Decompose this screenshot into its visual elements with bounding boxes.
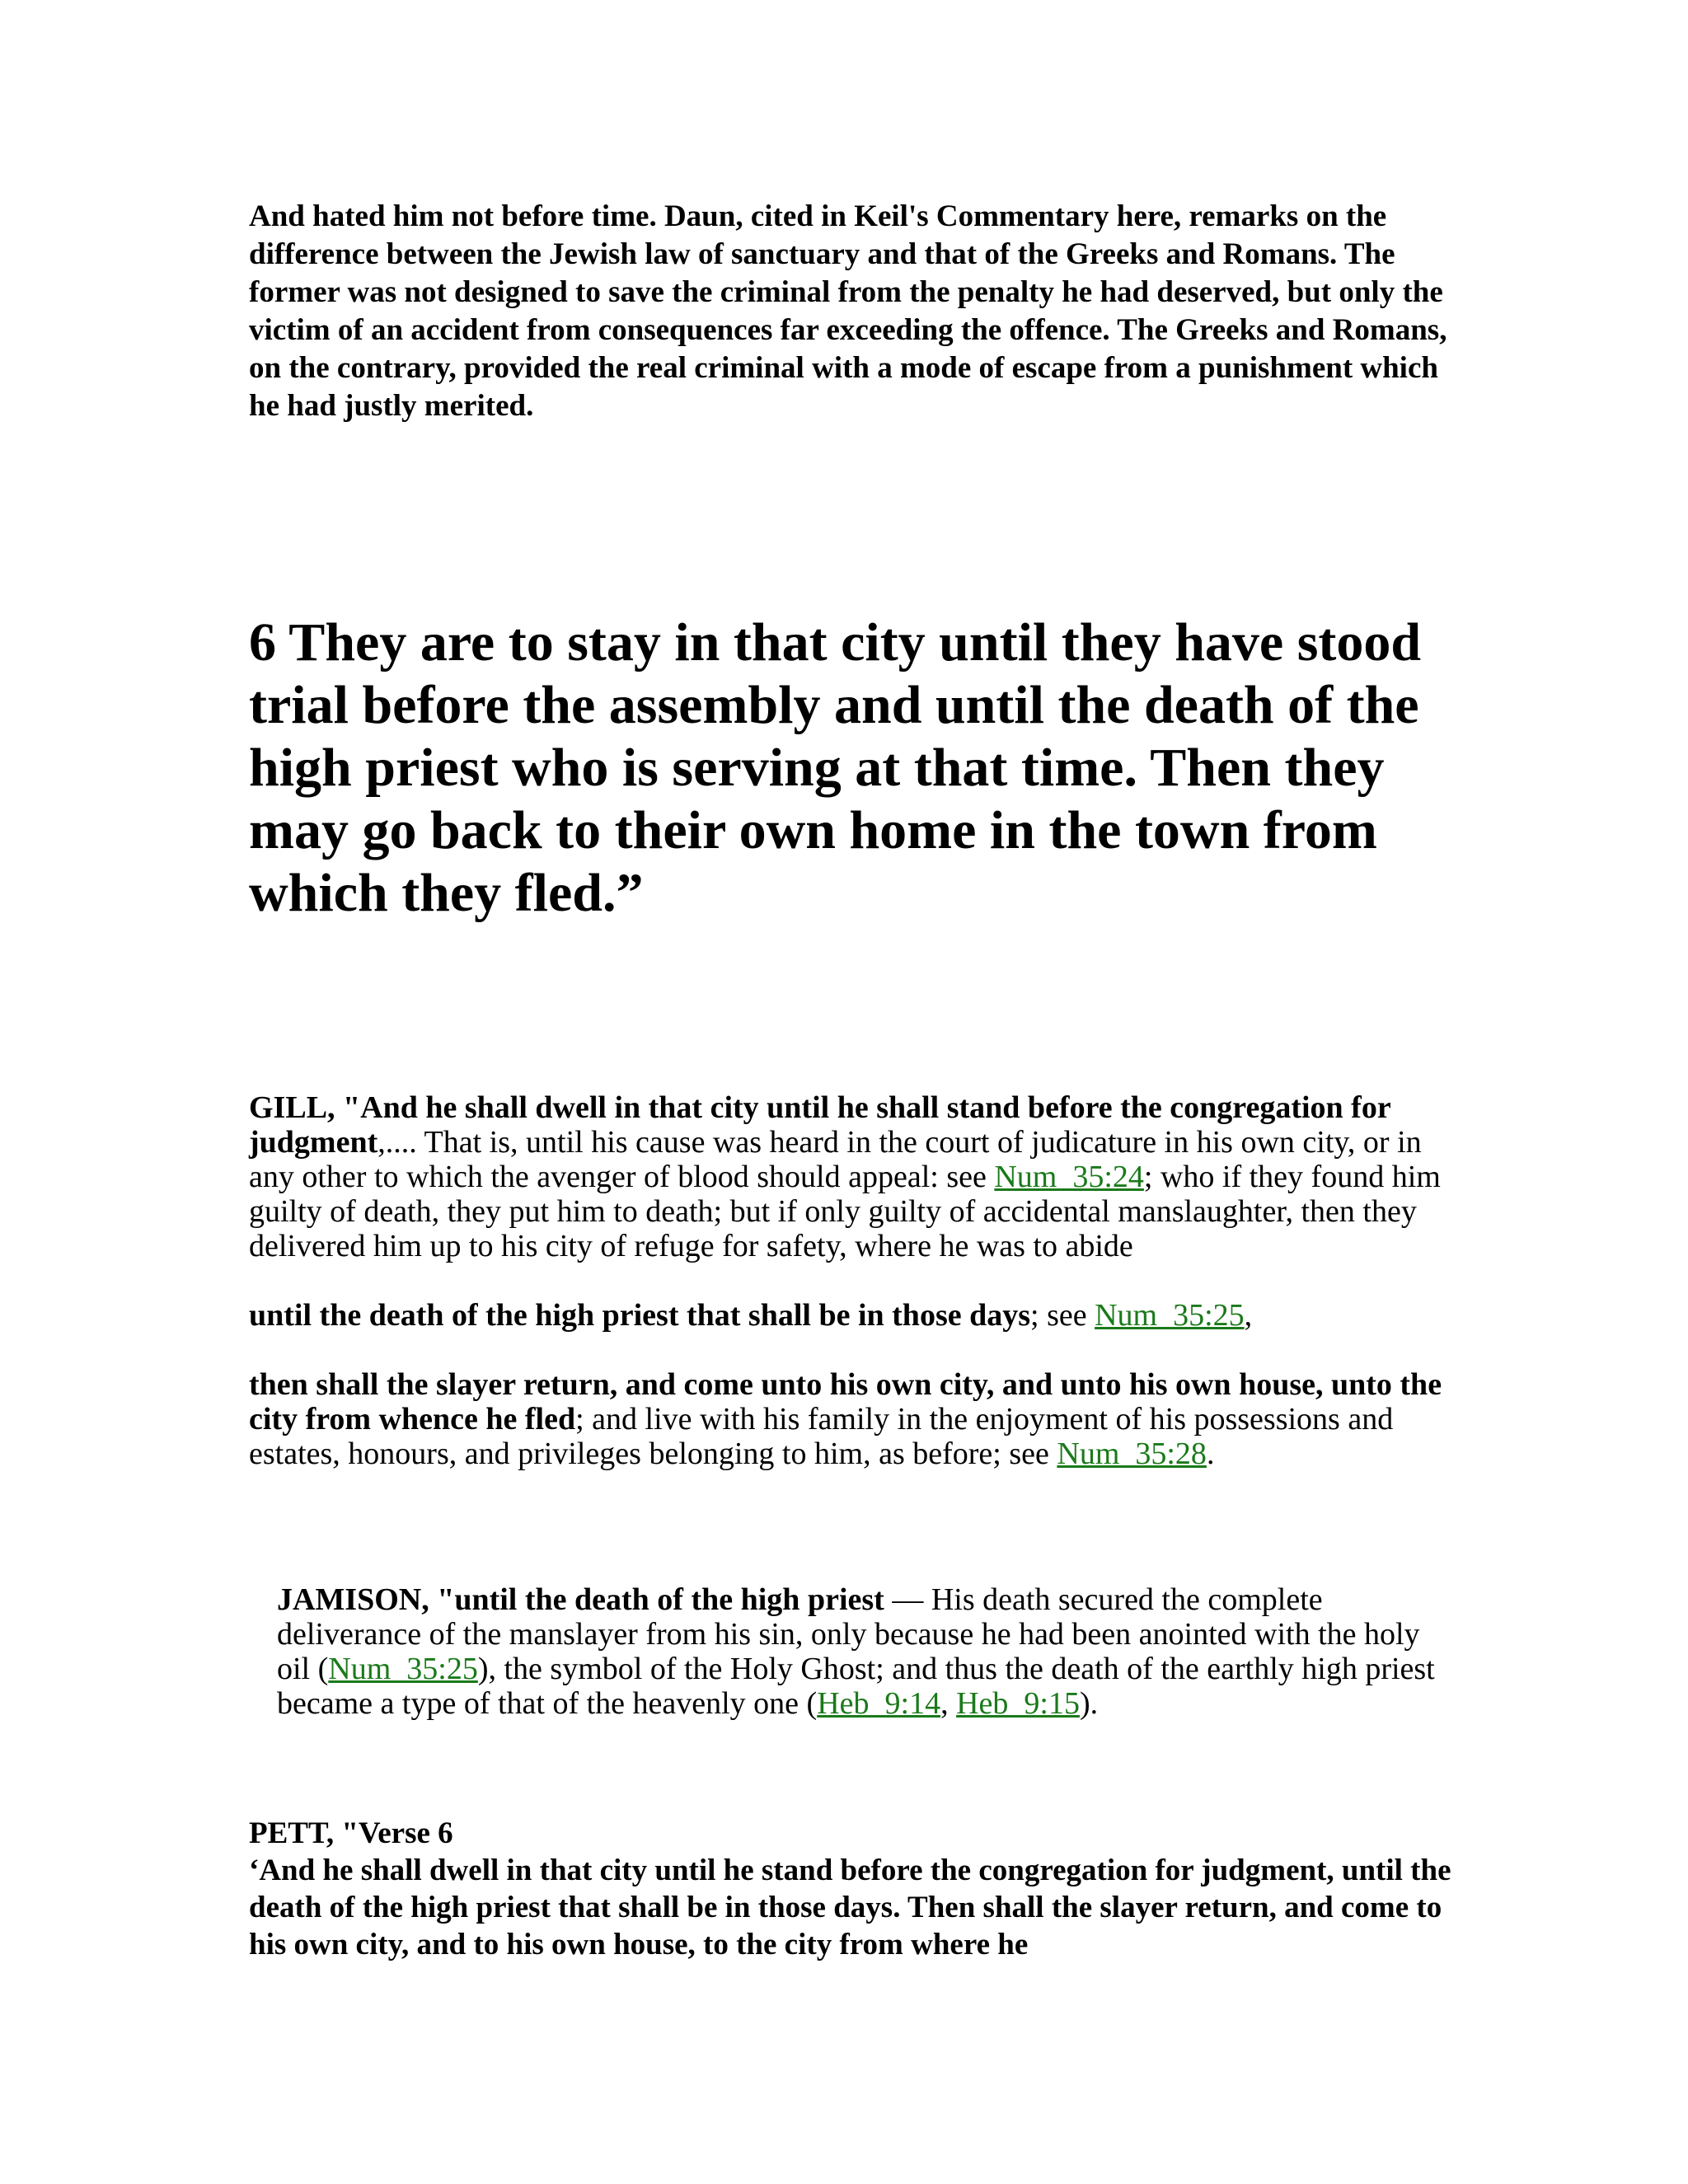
jamison-text-c: ). bbox=[1079, 1686, 1099, 1721]
gill-paragraph-1 bbox=[249, 1090, 1452, 1263]
pett-commentary bbox=[249, 1815, 1452, 1963]
gill-text-3-end: . bbox=[1206, 1436, 1215, 1471]
gill-text-3: ; and live with his family in the enjoyment of his possessions and estates, honours, and privileges belonging to him, as before; see bbox=[249, 1402, 1394, 1471]
pett-heading: PETT, "Verse 6 bbox=[249, 1816, 453, 1850]
jamison-paragraph bbox=[249, 1582, 1452, 1721]
jamison-text-b: ), the symbol of the Holy Ghost; and thus the death of the earthly high priest became a type of that of the heavenly one ( bbox=[277, 1652, 1435, 1721]
link-heb-9-14[interactable]: Heb_9:14 bbox=[817, 1686, 941, 1721]
gill-text-2: ; see bbox=[1030, 1298, 1095, 1333]
jamison-text-a: — His death secured the complete deliverance of the manslayer from his sin, only because he had been anointed with the holy oil ( bbox=[277, 1582, 1420, 1686]
intro-paragraph: And hated him not before time. Daun, cited in Keil's Commentary here, remarks on the difference between the Jewish law of sanctuary and that of the Greeks and Romans. The former was not designed to save the criminal from the penalty he had deserved, but only the victim of an accident from consequences far exceeding the offence. The Greeks and Romans, on the contrary, provided the real criminal with a mode of escape from a punishment which he had justly merited. bbox=[249, 199, 1447, 423]
link-heb-9-15[interactable]: Heb_9:15 bbox=[956, 1686, 1080, 1721]
jamison-quote: JAMISON, "until the death of the high priest bbox=[277, 1582, 884, 1617]
link-num-35-25[interactable]: Num_35:25 bbox=[1095, 1298, 1245, 1333]
link-num-35-28[interactable]: Num_35:28 bbox=[1057, 1436, 1207, 1471]
jamison-commentary bbox=[249, 1582, 1452, 1721]
verse-heading: 6 They are to stay in that city until they have stood trial before the assembly and until the death of the high priest who is serving at that time. Then they may go back to their own home in the town from which they fled.” bbox=[249, 612, 1422, 923]
gill-paragraph-2 bbox=[249, 1298, 1452, 1333]
link-num-35-24[interactable]: Num_35:24 bbox=[994, 1160, 1144, 1194]
gill-quote-3: then shall the slayer return, and come unto his own city, and unto his own house, unto the city from whence he fled bbox=[249, 1367, 1442, 1436]
gill-text-1a: ,.... That is, until his cause was heard in the court of judicature in his own city, or in any other to which the avenger of blood should appeal: see bbox=[249, 1125, 1422, 1194]
gill-quote-2: until the death of the high priest that shall be in those days bbox=[249, 1298, 1031, 1333]
pett-text: ‘And he shall dwell in that city until he stand before the congregation for judgment, until the death of the high priest that shall be in those days. Then shall the slayer return, and come to his own city, and to his own house, to the city from where he bbox=[249, 1854, 1451, 1961]
gill-text-2-end: , bbox=[1244, 1298, 1253, 1333]
gill-paragraph-3 bbox=[249, 1367, 1452, 1471]
gill-commentary bbox=[249, 1090, 1452, 1471]
link-num-35-25-jamison[interactable]: Num_35:25 bbox=[328, 1652, 478, 1686]
jamison-sep: , bbox=[940, 1686, 957, 1721]
gill-quote-1: GILL, "And he shall dwell in that city until he shall stand before the congregation for judgment bbox=[249, 1090, 1391, 1160]
gill-text-1b: ; who if they found him guilty of death, they put him to death; but if only guilty of accidental manslaughter, then they delivered him up to his city of refuge for safety, where he was to abide bbox=[249, 1160, 1441, 1263]
